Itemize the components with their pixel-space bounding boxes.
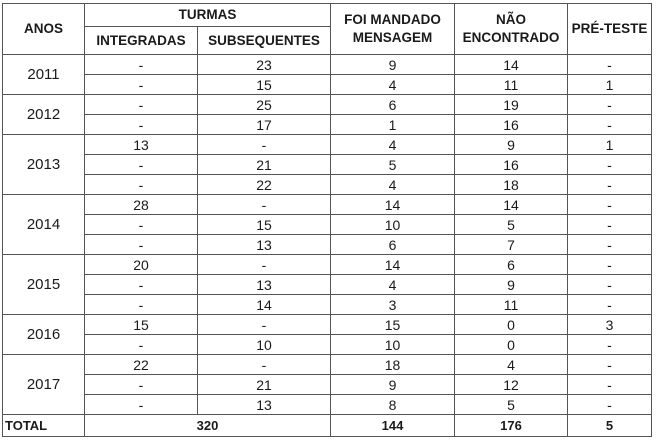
cell-subsequentes: - [198,355,331,375]
cell-subsequentes: 10 [198,335,331,355]
cell-integradas: - [85,395,198,415]
cell-integradas: - [85,55,198,75]
cell-foi-mandado: 18 [331,355,455,375]
cell-integradas: - [85,275,198,295]
header-foi-mandado-mensagem: FOI MANDADO MENSAGEM [331,4,455,55]
total-turmas: 320 [85,415,331,437]
cell-integradas: 13 [85,135,198,155]
cell-nao-encontrado: 9 [455,275,568,295]
header-pre-teste: PRÉ-TESTE [568,4,652,55]
year-cell: 2015 [3,255,85,315]
cell-pre-teste: - [568,255,652,275]
cell-foi-mandado: 4 [331,135,455,155]
cell-foi-mandado: 6 [331,95,455,115]
table-row [3,55,652,75]
year-cell: 2012 [3,95,85,135]
table-row [3,175,652,195]
cell-integradas: - [85,175,198,195]
total-row [3,415,652,437]
cell-integradas: - [85,335,198,355]
cell-subsequentes: - [198,315,331,335]
table-body [3,55,652,415]
cell-subsequentes: 15 [198,215,331,235]
cell-nao-encontrado: 18 [455,175,568,195]
cell-nao-encontrado: 14 [455,55,568,75]
cell-pre-teste: - [568,55,652,75]
cell-pre-teste: - [568,235,652,255]
cell-subsequentes: 22 [198,175,331,195]
cell-pre-teste: - [568,395,652,415]
header-nao-encontrado: NÃO ENCONTRADO [455,4,568,55]
cell-nao-encontrado: 9 [455,135,568,155]
cell-integradas: - [85,235,198,255]
year-cell: 2014 [3,195,85,255]
cell-integradas: 20 [85,255,198,275]
cell-foi-mandado: 4 [331,175,455,195]
table-row [3,195,652,215]
cell-pre-teste: - [568,295,652,315]
cell-pre-teste: - [568,95,652,115]
cell-pre-teste: - [568,195,652,215]
cell-integradas: 28 [85,195,198,215]
cell-nao-encontrado: 12 [455,375,568,395]
cell-integradas: - [85,155,198,175]
header-integradas: INTEGRADAS [85,27,198,55]
cell-pre-teste: - [568,115,652,135]
cell-integradas: - [85,95,198,115]
cell-subsequentes: 21 [198,375,331,395]
cell-subsequentes: 14 [198,295,331,315]
header-turmas: TURMAS [85,4,331,27]
table-row [3,235,652,255]
cell-pre-teste: - [568,335,652,355]
cell-subsequentes: 13 [198,275,331,295]
cell-pre-teste: - [568,175,652,195]
table-row [3,135,652,155]
cell-nao-encontrado: 14 [455,195,568,215]
cell-subsequentes: 21 [198,155,331,175]
cell-subsequentes: - [198,135,331,155]
cell-foi-mandado: 9 [331,55,455,75]
cell-nao-encontrado: 16 [455,115,568,135]
cell-foi-mandado: 8 [331,395,455,415]
cell-foi-mandado: 15 [331,315,455,335]
total-foi-mandado: 144 [331,415,455,437]
cell-nao-encontrado: 16 [455,155,568,175]
cell-pre-teste: - [568,215,652,235]
cell-foi-mandado: 4 [331,275,455,295]
cell-nao-encontrado: 11 [455,75,568,95]
cell-integradas: 22 [85,355,198,375]
cell-pre-teste: 1 [568,75,652,95]
cell-foi-mandado: 4 [331,75,455,95]
table-row [3,155,652,175]
cell-foi-mandado: 1 [331,115,455,135]
cell-subsequentes: 13 [198,235,331,255]
cell-pre-teste: - [568,275,652,295]
cell-nao-encontrado: 5 [455,215,568,235]
table-row [3,395,652,415]
table-row [3,115,652,135]
table-row [3,335,652,355]
cell-subsequentes: - [198,195,331,215]
total-pre-teste: 5 [568,415,652,437]
total-label: TOTAL [3,415,85,437]
cell-foi-mandado: 14 [331,255,455,275]
cell-pre-teste: - [568,375,652,395]
table-row [3,375,652,395]
header-subsequentes: SUBSEQUENTES [198,27,331,55]
cell-nao-encontrado: 11 [455,295,568,315]
cell-foi-mandado: 10 [331,335,455,355]
cell-nao-encontrado: 7 [455,235,568,255]
cell-nao-encontrado: 4 [455,355,568,375]
table-row [3,315,652,335]
cell-subsequentes: - [198,255,331,275]
cell-foi-mandado: 14 [331,195,455,215]
table-row [3,95,652,115]
cell-pre-teste: 3 [568,315,652,335]
year-cell: 2016 [3,315,85,355]
data-table [2,3,652,437]
cell-integradas: - [85,215,198,235]
total-nao-encontrado: 176 [455,415,568,437]
cell-nao-encontrado: 0 [455,335,568,355]
cell-nao-encontrado: 5 [455,395,568,415]
cell-foi-mandado: 3 [331,295,455,315]
table-row [3,295,652,315]
cell-foi-mandado: 5 [331,155,455,175]
cell-nao-encontrado: 19 [455,95,568,115]
cell-subsequentes: 25 [198,95,331,115]
cell-nao-encontrado: 6 [455,255,568,275]
year-cell: 2013 [3,135,85,195]
cell-pre-teste: - [568,155,652,175]
cell-integradas: 15 [85,315,198,335]
cell-subsequentes: 15 [198,75,331,95]
cell-integradas: - [85,115,198,135]
cell-subsequentes: 23 [198,55,331,75]
cell-pre-teste: 1 [568,135,652,155]
cell-foi-mandado: 6 [331,235,455,255]
year-cell: 2011 [3,55,85,95]
cell-foi-mandado: 10 [331,215,455,235]
table-row [3,255,652,275]
year-cell: 2017 [3,355,85,415]
table-row [3,275,652,295]
cell-subsequentes: 17 [198,115,331,135]
cell-integradas: - [85,75,198,95]
cell-integradas: - [85,295,198,315]
table-row [3,75,652,95]
cell-pre-teste: - [568,355,652,375]
table-row [3,355,652,375]
cell-nao-encontrado: 0 [455,315,568,335]
table-row [3,215,652,235]
header-anos: ANOS [3,4,85,55]
cell-foi-mandado: 9 [331,375,455,395]
cell-integradas: - [85,375,198,395]
cell-subsequentes: 13 [198,395,331,415]
